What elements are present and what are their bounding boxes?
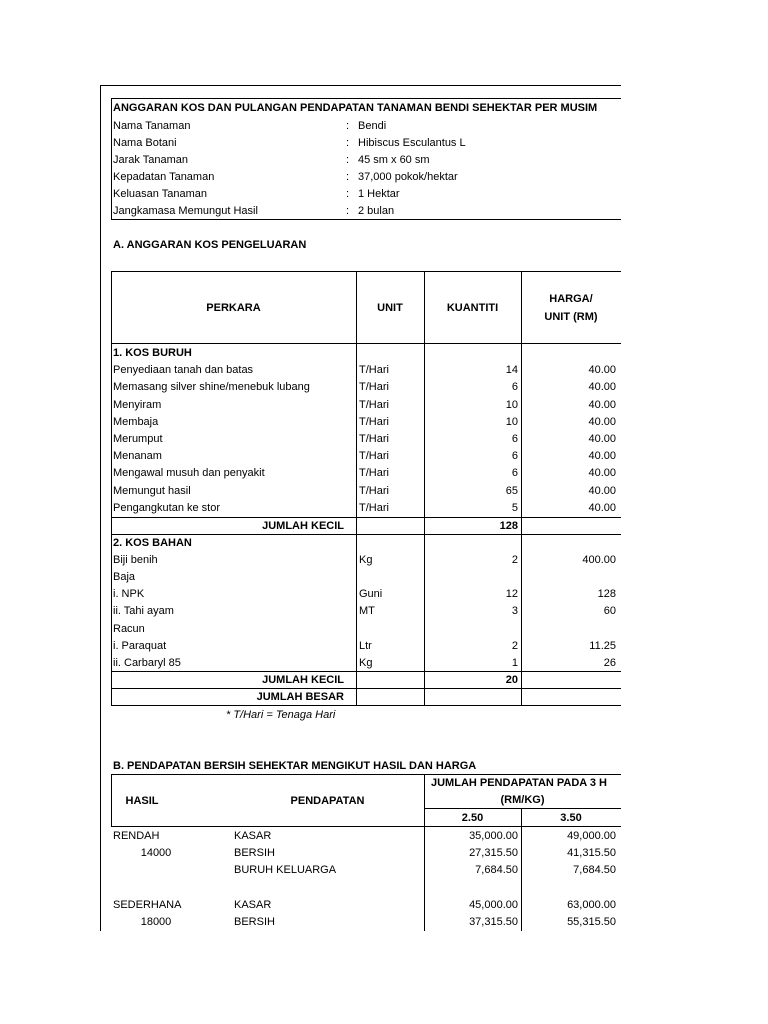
table-row-price: 40.00 (588, 467, 616, 479)
table-a-top-border (111, 271, 621, 272)
info-value: Hibiscus Esculantus L (358, 137, 466, 149)
table-row-price: 400.00 (582, 554, 616, 566)
info-sep: : (346, 205, 350, 217)
table-row-item: Penyediaan tanah dan batas (113, 364, 254, 376)
table-row-item: Mengawal musuh dan penyakit (113, 467, 265, 479)
info-sep: : (346, 137, 350, 149)
table-row-price: 26 (603, 657, 616, 669)
table-row-unit: T/Hari (359, 381, 389, 393)
table-row-v1: 35,000.00 (469, 830, 518, 842)
table-row-price: 40.00 (588, 502, 616, 514)
header-price-1: 2.50 (461, 812, 484, 824)
document-title: ANGGARAN KOS DAN PULANGAN PENDAPATAN TANAMAN BENDI SEHEKTAR PER MUSIM (113, 102, 598, 114)
info-label: Jangkamasa Memungut Hasil (113, 205, 258, 217)
info-label: Nama Botani (113, 137, 177, 149)
table-b-price-divider (424, 808, 621, 809)
table-row-qty: 6 (511, 467, 518, 479)
table-row-pendapatan: BURUH KELUARGA (234, 864, 337, 876)
table-row-unit: Kg (359, 554, 373, 566)
table-b-header-border (111, 826, 621, 827)
table-row-qty: 14 (505, 364, 518, 376)
table-row-qty: 6 (511, 450, 518, 462)
table-row-unit: T/Hari (359, 433, 389, 445)
table-row-item: Membaja (113, 416, 159, 428)
header-unit: UNIT (377, 302, 403, 314)
header-pendapatan: PENDAPATAN (290, 795, 365, 807)
table-row-qty: 10 (505, 399, 518, 411)
table-a-col-unit (356, 271, 357, 705)
table-row-v2: 41,315.50 (567, 847, 616, 859)
table-row-item: Memungut hasil (113, 485, 191, 497)
table-row-price: 40.00 (588, 433, 616, 445)
section-a-title: A. ANGGARAN KOS PENGELUARAN (113, 239, 307, 251)
table-row-price: 128 (597, 588, 616, 600)
table-row-unit: T/Hari (359, 399, 389, 411)
info-label: Kepadatan Tanaman (113, 171, 215, 183)
table-row-qty: 6 (511, 433, 518, 445)
table-row-item: ii. Tahi ayam (113, 605, 174, 617)
table-row-hasil: RENDAH (113, 830, 160, 842)
spreadsheet-sheet (100, 85, 621, 931)
table-row-unit: T/Hari (359, 502, 389, 514)
table-row-qty: 12 (505, 588, 518, 600)
subtotal-qty: 20 (505, 674, 518, 686)
table-row-pendapatan: KASAR (234, 830, 272, 842)
header-harga: HARGA/ (549, 293, 593, 305)
table-row-item: Menanam (113, 450, 162, 462)
table-row-price: 60 (603, 605, 616, 617)
header-bottom-border (111, 219, 621, 220)
table-row-price: 40.00 (588, 450, 616, 462)
table-row-v2: 7,684.50 (573, 864, 616, 876)
footnote: * T/Hari = Tenaga Hari (226, 709, 336, 721)
info-value: 37,000 pokok/hektar (358, 171, 458, 183)
header-price-2: 3.50 (560, 812, 582, 824)
grand-total-label: JUMLAH BESAR (256, 691, 344, 703)
subtotal-label: JUMLAH KECIL (262, 520, 344, 532)
table-row-unit: Ltr (359, 640, 372, 652)
table-row-unit: T/Hari (359, 485, 389, 497)
table-row-hasil: 18000 (140, 916, 172, 928)
table-row-item: Merumput (113, 433, 163, 445)
table-row-price: 40.00 (588, 416, 616, 428)
table-row-item: Memasang silver shine/menebuk lubang (113, 381, 310, 393)
header-kuantiti: KUANTITI (446, 302, 499, 314)
info-value: 2 bulan (358, 205, 395, 217)
table-row-v1: 37,315.50 (469, 916, 518, 928)
table-row-v1: 7,684.50 (475, 864, 518, 876)
subtotal-1-top (111, 517, 621, 518)
table-a-header-border (111, 343, 621, 344)
table-row-unit: T/Hari (359, 364, 389, 376)
subtotal-qty: 128 (499, 520, 518, 532)
header-jumlah: JUMLAH PENDAPATAN PADA 3 H (431, 777, 608, 789)
table-row-price: 11.25 (589, 640, 616, 652)
info-label: Nama Tanaman (113, 120, 191, 132)
header-left-border (111, 98, 112, 220)
table-row-v1: 27,315.50 (469, 847, 518, 859)
table-row-v1: 45,000.00 (469, 899, 518, 911)
table-row-item: Biji benih (113, 554, 158, 566)
info-sep: : (346, 120, 350, 132)
info-label: Keluasan Tanaman (113, 188, 207, 200)
table-row-item: i. Paraquat (113, 640, 167, 652)
table-row-qty: 2 (511, 554, 518, 566)
table-row-hasil: 14000 (140, 847, 172, 859)
table-row-unit: MT (359, 605, 375, 617)
table-row-item: ii. Carbaryl 85 (113, 657, 181, 669)
header-rm-kg: (RM/KG) (500, 794, 545, 806)
table-row-qty: 2 (511, 640, 518, 652)
table-row-qty: 10 (505, 416, 518, 428)
table-row-unit: T/Hari (359, 450, 389, 462)
table-row-qty: 65 (505, 485, 518, 497)
table-row-unit: T/Hari (359, 416, 389, 428)
subtotal-2-top (111, 671, 621, 672)
table-row-price: 40.00 (588, 364, 616, 376)
table-row-pendapatan: BERSIH (234, 847, 275, 859)
table-row-v2: 63,000.00 (567, 899, 616, 911)
table-a-col-left (111, 271, 112, 705)
info-value: Bendi (358, 120, 387, 132)
table-row-qty: 5 (511, 502, 518, 514)
header-top-border (111, 98, 621, 99)
subtotal-label: JUMLAH KECIL (262, 674, 344, 686)
info-sep: : (346, 154, 350, 166)
table-row-item: Racun (113, 623, 145, 635)
table-row-unit: Guni (359, 588, 383, 600)
subtotal-2-bottom (111, 688, 621, 689)
table-row-pendapatan: BERSIH (234, 916, 275, 928)
table-row-hasil: SEDERHANA (113, 899, 182, 911)
table-row-v2: 49,000.00 (567, 830, 616, 842)
info-label: Jarak Tanaman (113, 154, 189, 166)
grand-total-bottom (111, 705, 621, 706)
table-row-item: Menyiram (113, 399, 162, 411)
table-row-qty: 1 (511, 657, 518, 669)
table-row-unit: T/Hari (359, 467, 389, 479)
table-b-top-border (111, 774, 621, 775)
info-sep: : (346, 171, 350, 183)
table-row-qty: 6 (511, 381, 518, 393)
table-row-item: i. NPK (113, 588, 145, 600)
table-row-price: 40.00 (588, 485, 616, 497)
table-row-item: Baja (113, 571, 136, 583)
kos-buruh-title: 1. KOS BURUH (113, 347, 192, 359)
table-row-item: Pengangkutan ke stor (113, 502, 221, 514)
header-harga-unit: UNIT (RM) (544, 311, 598, 323)
info-value: 45 sm x 60 sm (358, 154, 430, 166)
section-b-title: B. PENDAPATAN BERSIH SEHEKTAR MENGIKUT HASIL DAN HARGA (113, 760, 477, 772)
subtotal-1-bottom (111, 534, 621, 535)
kos-bahan-title: 2. KOS BAHAN (113, 537, 192, 549)
table-row-pendapatan: KASAR (234, 899, 272, 911)
header-perkara: PERKARA (206, 302, 261, 314)
table-row-price: 40.00 (588, 381, 616, 393)
table-row-unit: Kg (359, 657, 373, 669)
table-row-price: 40.00 (588, 399, 616, 411)
header-hasil: HASIL (125, 795, 159, 807)
table-row-qty: 3 (511, 605, 518, 617)
info-value: 1 Hektar (358, 188, 400, 200)
table-row-v2: 55,315.50 (567, 916, 616, 928)
info-sep: : (346, 188, 350, 200)
